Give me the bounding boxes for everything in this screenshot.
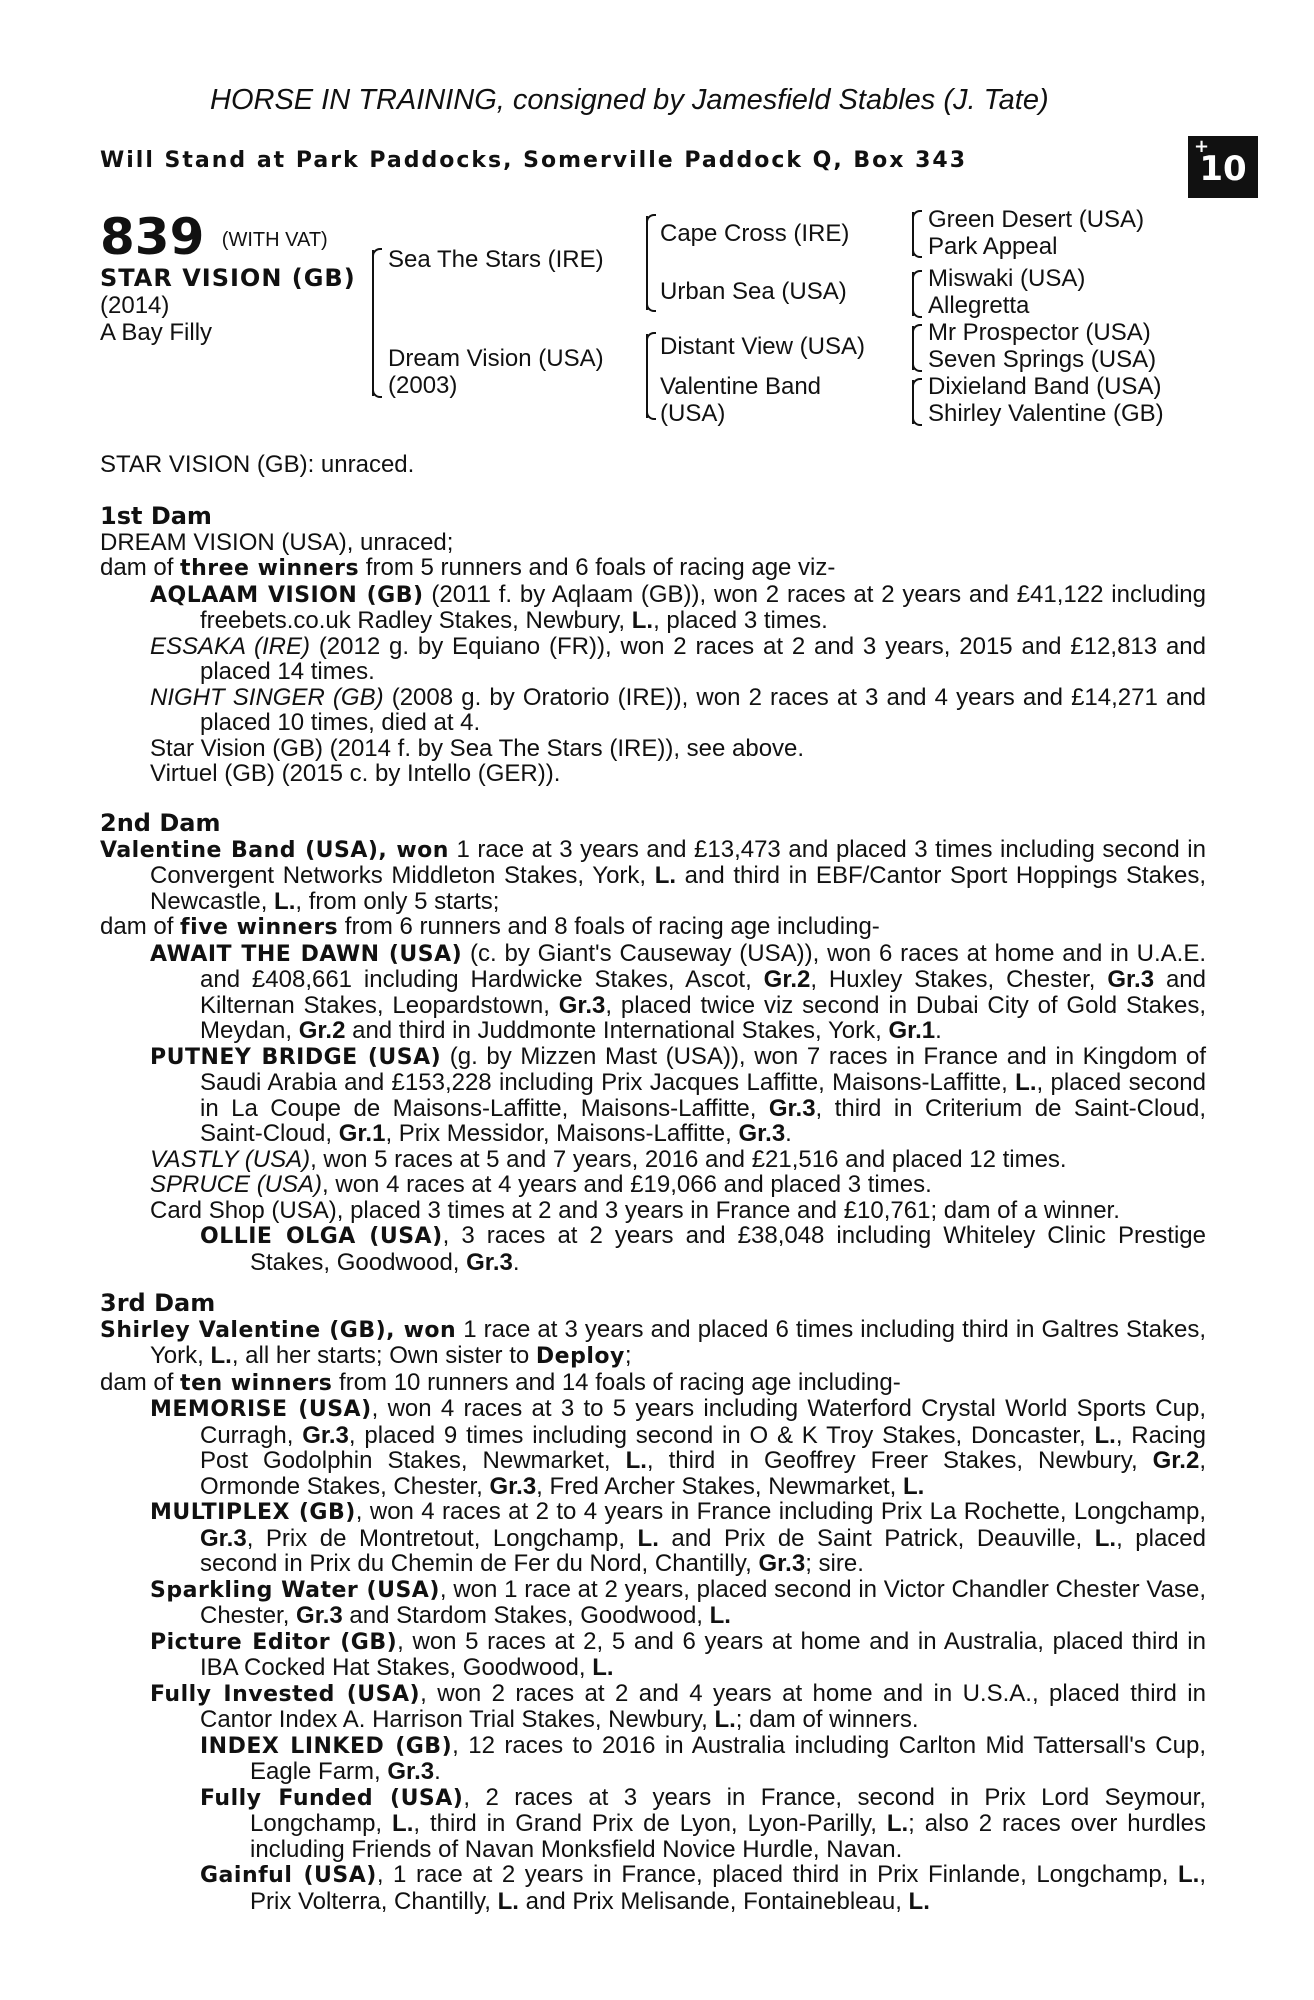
grandproduce-entry: Gainful (USA), 1 race at 2 years in France, placed third in Prix Finlande, Longchamp, L., Prix Volterra, Chantilly, L. and Prix Melisande, Fontainebleau, L. [200,1861,1206,1915]
horse-link: AQLAAM VISION (GB) [150,582,424,608]
stand-location: Will Stand at Park Paddocks, Somerville Paddock Q, Box 343 [100,148,968,173]
grandproduce-entry: Fully Funded (USA), 2 races at 3 years in France, second in Prix Lord Seymour, Longchamp, L., third in Grand Prix de Lyon, Lyon-Parilly, L.; also 2 races over hurdles including Friends of Navan Monksfield Novice Hurdle, Navan. [200,1783,1206,1863]
produce-entry: Sparkling Water (USA), won 1 race at 2 years, placed second in Victor Chandler Chester Vase, Chester, Gr.3 and Stardom Stakes, Goodwood, L. [150,1575,1206,1629]
pedigree-brace-g2 [912,272,914,316]
produce-entry: AWAIT THE DAWN (USA) (c. by Giant's Causeway (USA)), won 6 races at home and in U.A.E. and £408,661 including Hardwicke Stakes, Ascot, Gr.2, Huxley Stakes, Chester, Gr.3 and Kilternan Stakes, Leopardstown, Gr.3, placed twice viz second in Dubai City of Gold Stakes, Meydan, Gr.2 and third in Juddmonte International Stakes, York, Gr.1. [150,939,1206,1044]
gg-sire-sire-sire: Green Desert (USA) [928,206,1145,233]
produce-entry: ESSAKA (IRE) (2012 g. by Equiano (FR)), won 2 races at 2 and 3 years, 2015 and £12,813 and placed 14 times. [150,632,1206,685]
gg-sire-sire-dam: Park Appeal [928,233,1058,260]
dam-dam-line2: (USA) [660,400,726,427]
produce-entry: VASTLY (USA), won 5 races at 5 and 7 years, 2016 and £21,516 and placed 12 times. [150,1145,1067,1173]
third-dam-section [100,1291,1206,1914]
produce-entry: MULTIPLEX (GB), won 4 races at 2 to 4 years in France including Prix La Rochette, Longchamp, Gr.3, Prix de Montretout, Longchamp, L. and Prix de Saint Patrick, Deauville, L., placed second in Prix du Chemin de Fer du Nord, Chantilly, Gr.3; sire. [150,1498,1206,1577]
badge-plus: + [1194,136,1210,157]
first-dam-heading: 1st Dam [100,502,212,530]
pedigree-brace-g4 [912,380,914,424]
foaling-year: (2014) [100,292,170,319]
gg-dam-dam-sire: Dixieland Band (USA) [928,373,1162,400]
produce-entry: MEMORISE (USA), won 4 races at 3 to 5 years including Waterford Crystal World Sports Cup, Curragh, Gr.3, placed 9 times including second in O & K Troy Stakes, Doncaster, L., Racing Post Godolphin Stakes, Newmarket, L., third in Geoffrey Freer Stakes, Newbury, Gr.2, Ormonde Stakes, Chester, Gr.3, Fred Archer Stakes, Newmarket, L. [150,1395,1207,1500]
produce-entry: Card Shop (USA), placed 3 times at 2 and 3 years in France and £10,761; dam of a winner. [150,1196,1120,1224]
pedigree-brace-dam [646,334,648,418]
page-badge [1188,136,1258,198]
dam-sire: Distant View (USA) [660,333,865,360]
catalogue-title: HORSE IN TRAINING, consigned by Jamesfield Stables (J. Tate) [210,84,1049,116]
pedigree-brace-g1 [912,212,914,256]
produce-entry: SPRUCE (USA), won 4 races at 4 years and £19,066 and placed 3 times. [150,1171,932,1198]
pedigree-brace-g3 [912,326,914,370]
grandproduce-entry: OLLIE OLGA (USA), 3 races at 2 years and £38,048 including Whiteley Clinic Prestige Stakes, Goodwood, Gr.3. [200,1222,1207,1276]
produce-entry: AQLAAM VISION (GB) (2011 f. by Aqlaam (GB)), won 2 races at 2 years and £41,122 including freebets.co.uk Radley Stakes, Newbury, L., placed 3 times. [150,580,1206,634]
third-dam-heading: 3rd Dam [100,1289,216,1317]
gg-dam-sire-dam: Seven Springs (USA) [928,346,1157,373]
dam-year: (2003) [388,372,458,399]
badge-number: 10 [1199,149,1247,189]
second-dam-heading: 2nd Dam [100,809,221,837]
horse-name: STAR VISION (GB) [100,264,356,292]
dam-dam-line1: Valentine Band [660,373,822,400]
pedigree-brace-sire [646,216,648,310]
first-dam-intro: DREAM VISION (USA), unraced; [100,528,454,556]
sire-sire: Cape Cross (IRE) [660,220,850,247]
produce-entry: Virtuel (GB) (2015 c. by Intello (GER)). [150,760,561,787]
race-record: STAR VISION (GB): unraced. [100,451,415,478]
second-dam-section [100,811,1206,1275]
pedigree-brace-main [372,250,374,396]
winners-count: three winners [180,556,360,581]
lot-number-value: 839 [100,208,205,266]
third-dam-produce-summary: dam of ten winners from 10 runners and 14 foals of racing age including- [100,1368,901,1396]
gg-sire-dam-sire: Miswaki (USA) [928,265,1086,292]
produce-entry: Star Vision (GB) (2014 f. by Sea The Stars (IRE)), see above. [150,734,805,762]
produce-entry: Picture Editor (GB), won 5 races at 2, 5 and 6 years at home and in Australia, placed third in IBA Cocked Hat Stakes, Goodwood, L. [150,1627,1206,1681]
horse-description: A Bay Filly [100,319,213,346]
lot-number [100,208,328,266]
gg-dam-dam-dam: Shirley Valentine (GB) [928,400,1164,427]
sire-dam: Urban Sea (USA) [660,278,847,305]
first-dam-produce-summary: dam of three winners from 5 runners and 6 foals of racing age viz- [100,554,836,581]
produce-entry: PUTNEY BRIDGE (USA) (g. by Mizzen Mast (USA)), won 7 races in France and in Kingdom of Saudi Arabia and £153,228 including Prix Jacques Laffitte, Maisons-Laffitte, L., placed second in La Coupe de Maisons-Laffitte, Maisons-Laffitte, Gr.3, third in Criterium de Saint-Cloud, Saint-Cloud, Gr.1, Prix Messidor, Maisons-Laffitte, Gr.3. [150,1042,1207,1147]
first-dam-section [100,504,1206,787]
third-dam-intro: Shirley Valentine (GB), won 1 race at 3 years and placed 6 times including third in Galtres Stakes, York, L., all her starts; Own sister to Deploy; [100,1315,1207,1369]
vat-note: (WITH VAT) [221,229,328,251]
second-dam-produce-summary: dam of five winners from 6 runners and 8 foals of racing age including- [100,913,880,940]
sire: Sea The Stars (IRE) [388,246,604,273]
produce-entry: NIGHT SINGER (GB) (2008 g. by Oratorio (IRE)), won 2 races at 3 and 4 years and £14,271 and placed 10 times, died at 4. [150,683,1207,736]
gg-sire-dam-dam: Allegretta [928,292,1030,319]
produce-entry: Fully Invested (USA), won 2 races at 2 and 4 years at home and in U.S.A., placed third in Cantor Index A. Harrison Trial Stakes, Newbury, L.; dam of winners. [150,1679,1206,1733]
dam-name: Dream Vision (USA) [388,345,604,372]
second-dam-intro: Valentine Band (USA), won 1 race at 3 years and £13,473 and placed 3 times including second in Convergent Networks Middleton Stakes, York, L. and third in EBF/Cantor Sport Hoppings Stakes, Newcastle, L., from only 5 starts; [100,835,1206,915]
gg-dam-sire-sire: Mr Prospector (USA) [928,319,1151,346]
grandproduce-entry: INDEX LINKED (GB), 12 races to 2016 in Australia including Carlton Mid Tattersall's Cup, Eagle Farm, Gr.3. [200,1731,1207,1785]
